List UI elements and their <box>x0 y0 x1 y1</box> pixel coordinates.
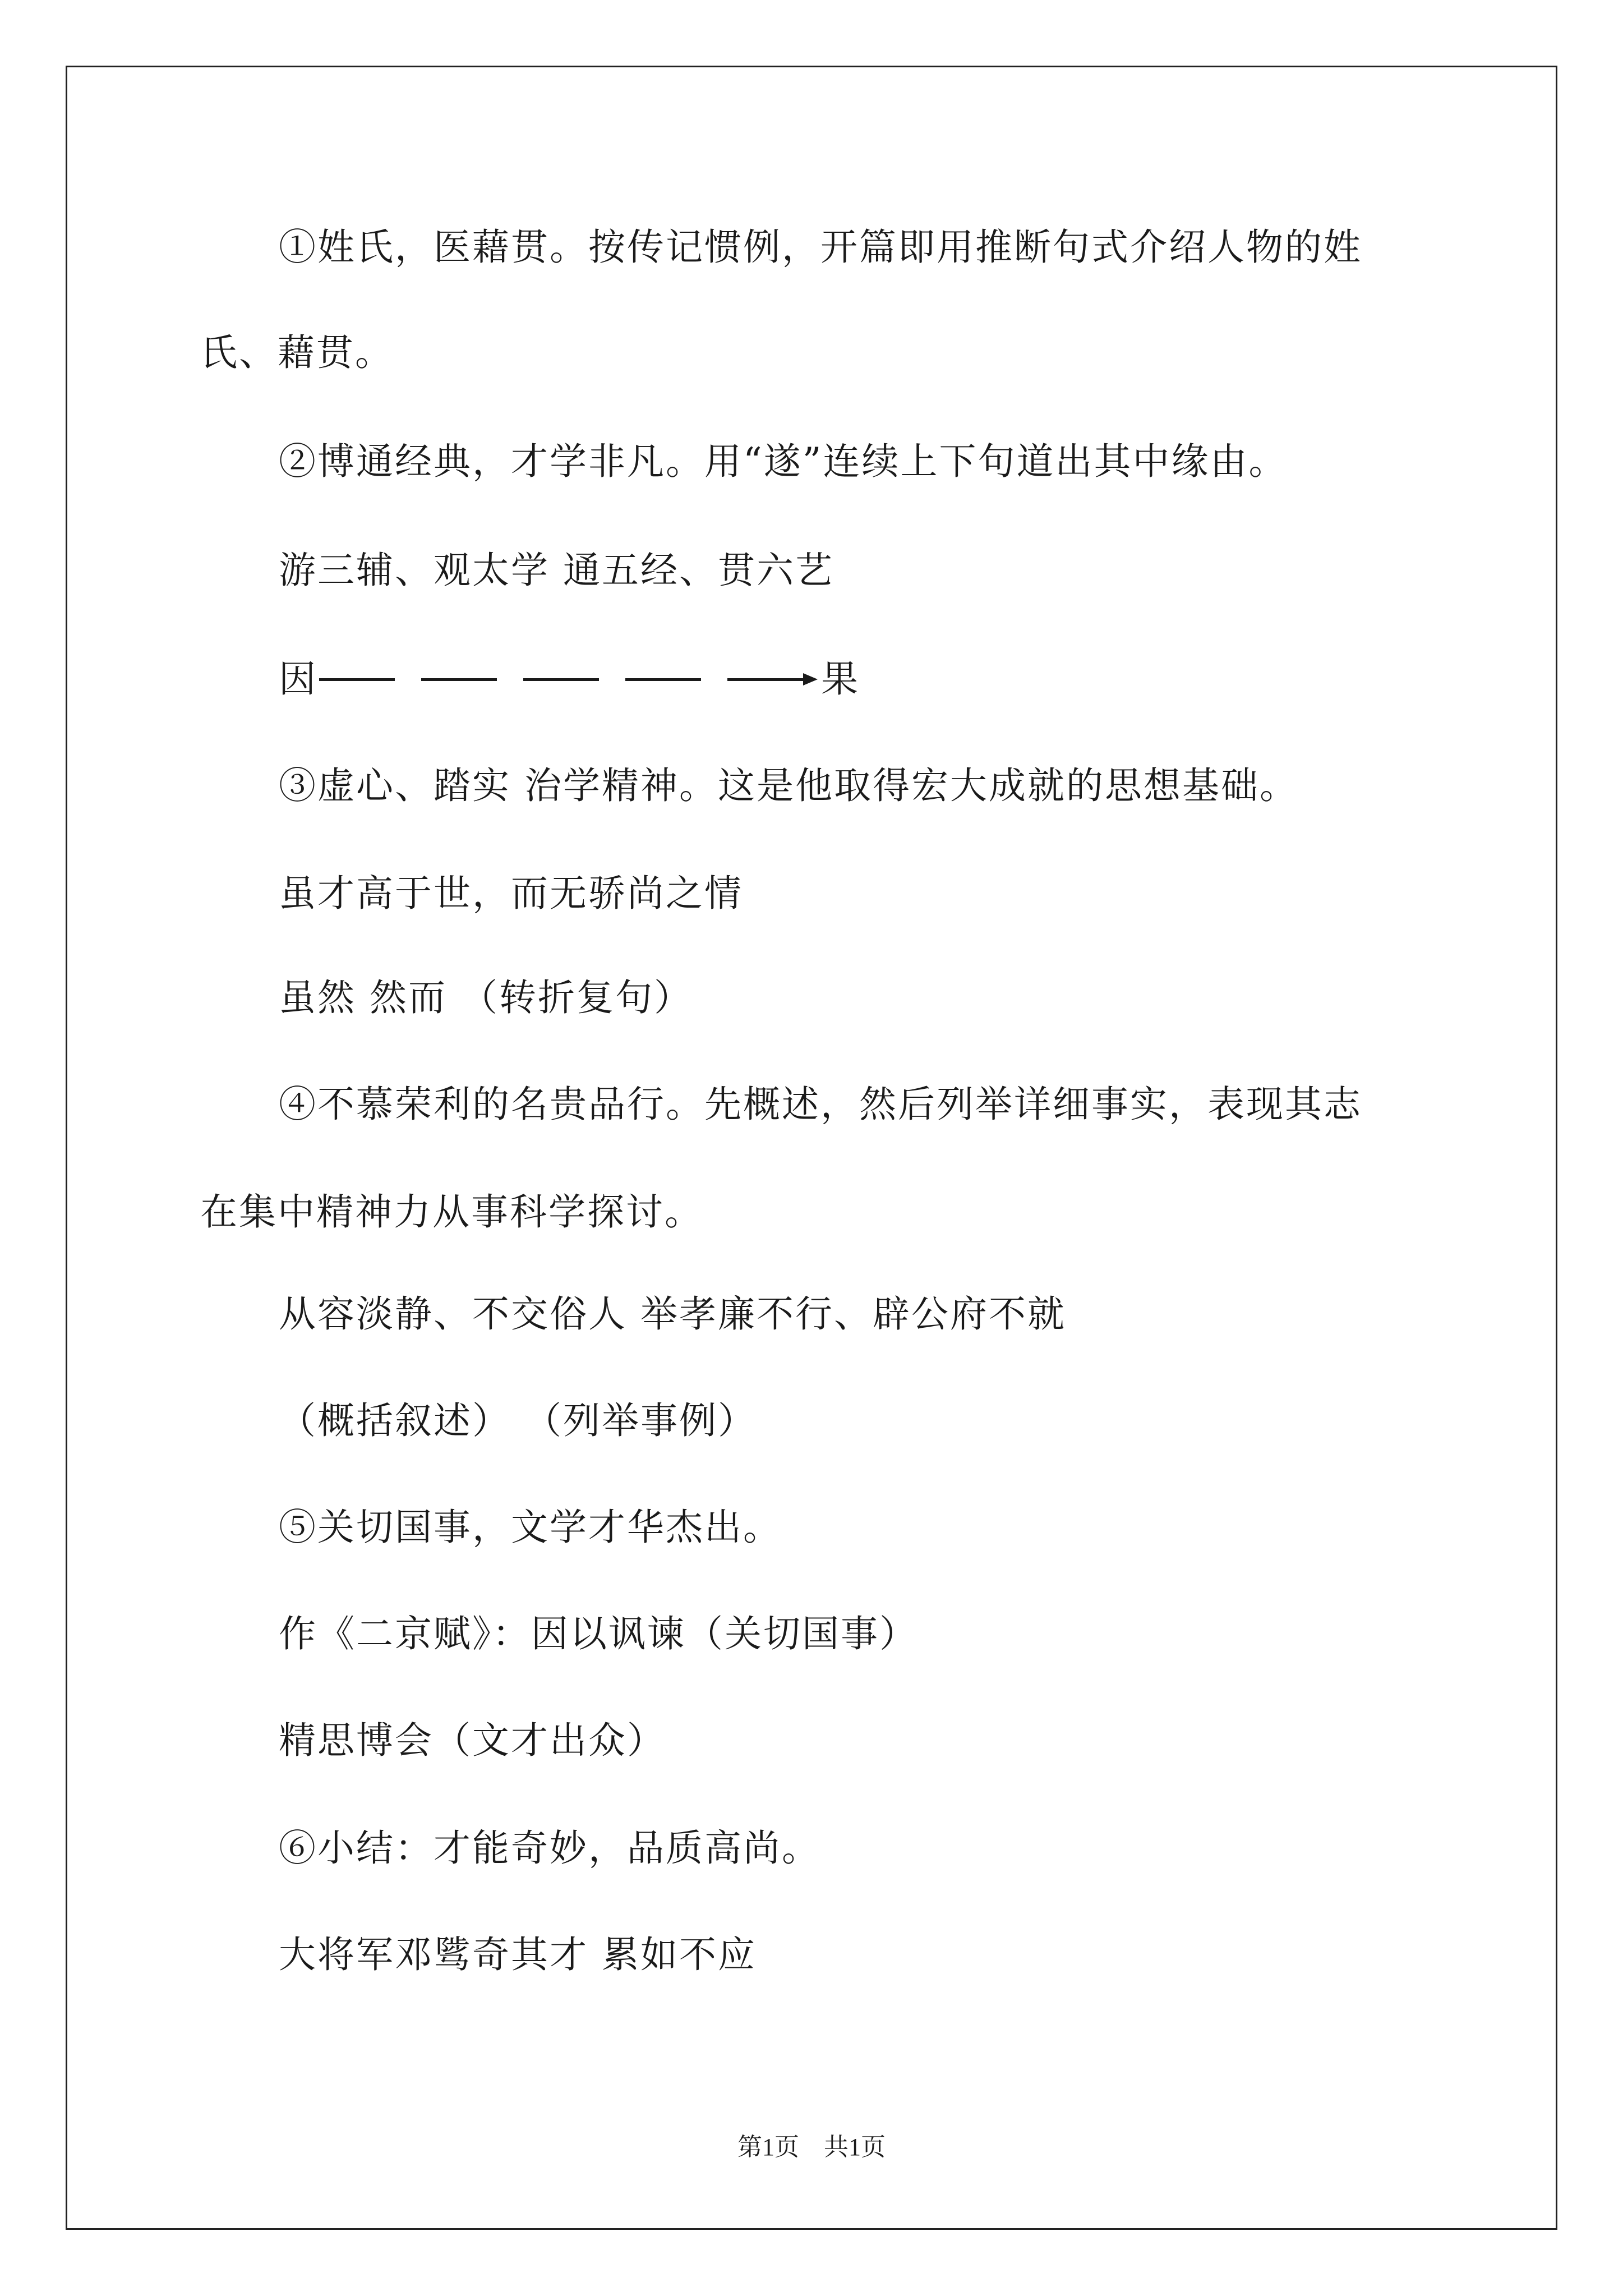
text-line-12: ⑤关切国事，文学才华杰出。 <box>279 1506 782 1549</box>
text-line-3: ②博通经典，才学非凡。用“遂”连续上下句道出其中缘由。 <box>279 440 1288 483</box>
text-line-4: 游三辅、观太学 通五经、贯六艺 <box>279 549 834 592</box>
cause-label: 因 <box>279 657 316 701</box>
text-line-8: ④不慕荣利的名贵品行。先概述，然后列举详细事实，表现其志 <box>279 1083 1362 1126</box>
arrow-segment-3 <box>523 678 599 681</box>
text-line-5: ③虚心、踏实 治学精神。这是他取得宏大成就的思想基础。 <box>279 764 1298 807</box>
text-line-1: ①姓氏，医藉贯。按传记惯例，开篇即用推断句式介绍人物的姓 <box>279 226 1362 269</box>
text-line-2: 氏、藉贯。 <box>200 331 394 374</box>
arrow-segment-4 <box>625 678 701 681</box>
text-line-10: 从容淡静、不交俗人 举孝廉不行、辟公府不就 <box>279 1292 1066 1336</box>
arrow-segment-1 <box>319 678 395 681</box>
text-line-16: 大将军邓骘奇其才 累如不应 <box>279 1933 757 1976</box>
text-line-7: 虽然 然而 （转折复句） <box>279 976 693 1019</box>
text-line-15: ⑥小结：才能奇妙，品质高尚。 <box>279 1826 820 1870</box>
effect-label: 果 <box>821 657 858 701</box>
cause-effect-arrow <box>279 657 858 701</box>
text-line-11: （概括叙述） （列举事例） <box>279 1399 757 1442</box>
text-line-9: 在集中精神力从事科学探讨。 <box>200 1190 703 1234</box>
text-line-14: 精思博会（文才出众） <box>279 1719 666 1762</box>
text-line-6: 虽才高于世，而无骄尚之情 <box>279 872 743 915</box>
arrow-segment-2 <box>421 678 497 681</box>
page-footer: 第1页 共1页 <box>737 2133 886 2161</box>
arrowhead-icon <box>803 673 818 685</box>
text-line-13: 作《二京赋》：因以讽谏（关切国事） <box>279 1612 918 1655</box>
arrow-segment-5 <box>727 678 803 681</box>
